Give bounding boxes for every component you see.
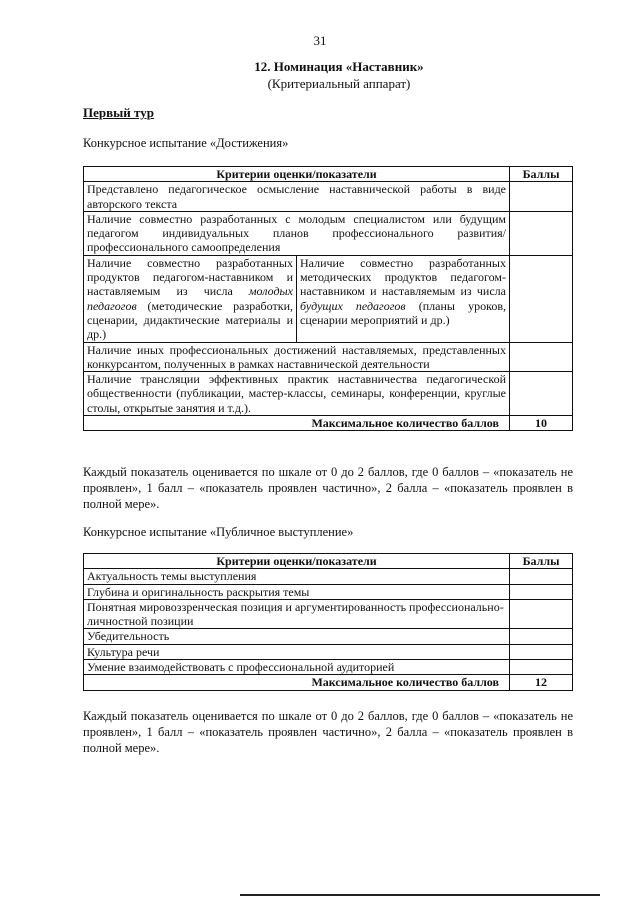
table-row [84, 584, 573, 599]
table-row [84, 644, 573, 659]
table-row [84, 599, 573, 629]
scan-edge-line [240, 894, 600, 896]
table-row [84, 372, 573, 416]
total-row [84, 416, 573, 431]
total-value: 10 [510, 416, 573, 431]
score-cell [510, 660, 573, 675]
criterion-cell: Актуальность темы выступления [84, 569, 510, 584]
score-cell [510, 211, 573, 255]
score-cell [510, 255, 573, 342]
table-header-row [84, 167, 573, 182]
split-right-text: Наличие совместно разработанных методических продуктов педагогом-наставником и наставляемым из числа будущих педагогов (планы уроков, сценарии мероприятий и др.) [300, 255, 506, 327]
table-row [84, 660, 573, 675]
nomination-subtitle: (Критериальный аппарат) [267, 76, 411, 91]
score-cell [510, 569, 573, 584]
table-row [84, 569, 573, 584]
criterion-cell: Наличие совместно разработанных с молодым специалистом или будущим педагогом индивидуальных планов профессионального развития/ профессионального самоопределения [84, 211, 510, 255]
criteria-table-achievements [83, 166, 573, 431]
table-header-row [84, 554, 573, 569]
criterion-cell: Представлено педагогическое осмысление наставнической работы в виде авторского текста [84, 182, 510, 212]
header-criteria: Критерии оценки/показатели [84, 167, 510, 182]
test1-title: Конкурсное испытание «Достижения» [83, 136, 289, 150]
score-cell [510, 629, 573, 644]
table-row [84, 342, 573, 372]
nomination-title: 12. Номинация «Наставник» [254, 59, 424, 74]
split-left-text: Наличие совместно разработанных продуктов педагогом-наставником и наставляемым из числа молодых педагогов (методические разработки, сценарии, дидактические материалы и др.) [84, 256, 297, 342]
table-row [84, 182, 573, 212]
table-row [84, 255, 573, 342]
score-cell [510, 644, 573, 659]
page-number: 31 [313, 33, 327, 48]
score-cell [510, 599, 573, 629]
header-criteria: Критерии оценки/показатели [84, 554, 510, 569]
criterion-cell: Глубина и оригинальность раскрытия темы [84, 584, 510, 599]
criterion-cell: Культура речи [84, 644, 510, 659]
criterion-cell: Наличие иных профессиональных достижений наставляемых, представленных конкурсантом, полученных в рамках наставнической деятельности [84, 342, 510, 372]
tour-title: Первый тур [83, 105, 154, 120]
score-cell [510, 342, 573, 372]
total-label: Максимальное количество баллов [84, 416, 510, 431]
total-value: 12 [510, 675, 573, 690]
criteria-table-public-speech [83, 553, 573, 691]
total-label: Максимальное количество баллов [84, 675, 510, 690]
score-cell [510, 182, 573, 212]
score-cell [510, 372, 573, 416]
total-row [84, 675, 573, 690]
scoring-note: Каждый показатель оценивается по шкале от 0 до 2 баллов, где 0 баллов – «показатель не проявлен», 1 балл – «показатель проявлен частично», 2 балла – «показатель проявлен в полной мере». [83, 709, 573, 755]
test2-title: Конкурсное испытание «Публичное выступление» [83, 525, 354, 539]
split-criterion-cell [84, 255, 510, 342]
scoring-note: Каждый показатель оценивается по шкале от 0 до 2 баллов, где 0 баллов – «показатель не проявлен», 1 балл – «показатель проявлен частично», 2 балла – «показатель проявлен в полной мере». [83, 465, 573, 511]
criterion-cell: Умение взаимодействовать с профессиональной аудиторией [84, 660, 510, 675]
header-score: Баллы [510, 554, 573, 569]
criterion-cell: Понятная мировоззренческая позиция и аргументированность профессионально-личностной позиции [84, 599, 510, 629]
header-score: Баллы [510, 167, 573, 182]
criterion-cell: Убедительность [84, 629, 510, 644]
table-row [84, 629, 573, 644]
table-row [84, 211, 573, 255]
criterion-cell: Наличие трансляции эффективных практик наставничества педагогической общественности (публикации, мастер-классы, семинары, конференции, круглые столы, открытые занятия и т.д.). [84, 372, 510, 416]
score-cell [510, 584, 573, 599]
